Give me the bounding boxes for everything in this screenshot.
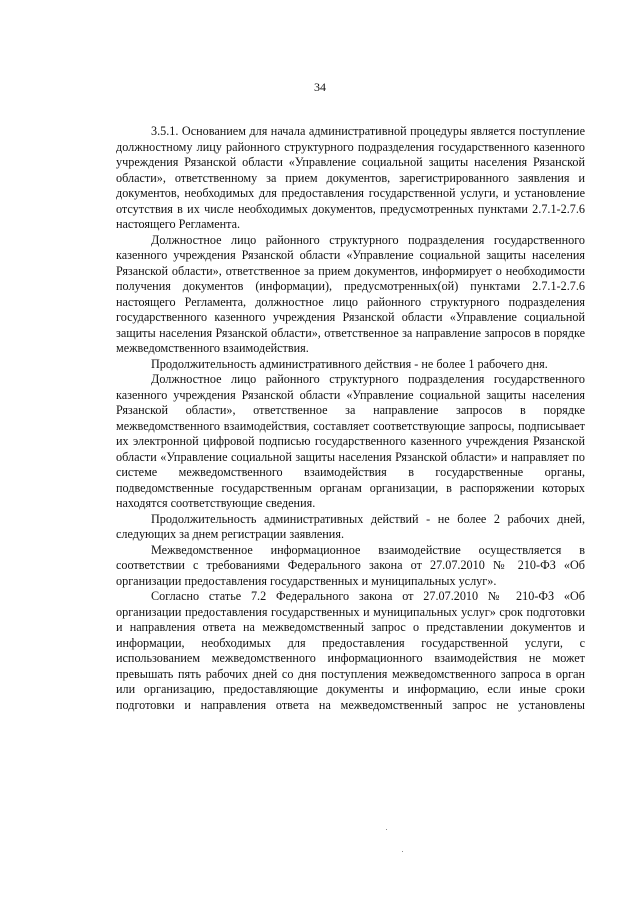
paragraph-official-requests: Должностное лицо районного структурного подразделения государственного казенного учреждения Рязанской области «Управление социальной защиты населения Рязанской области», ответственное за направление запросов в порядке межведомственного взаимодействия, составляет соответствующие запросы, подписывает их электронной цифровой подписью государственного казенного учреждения Рязанской области «Управление социальной защиты населения Рязанской области» и направляет по системе межведомственного взаимодействия в государственные органы, подведомственные государственным органам организации, в распоряжении которых находятся соответствующие сведения. xyxy=(116,372,585,510)
paragraph-3-5-1: 3.5.1. Основанием для начала административной процедуры является поступление должностному лицу районного структурного подразделения государственного казенного учреждения Рязанской области «Управление социальной защиты населения Рязанской области», ответственному за прием документов, зарегистрированного заявления и документов, необходимых для предоставления государственной услуги, и установление отсутствия в их числе необходимых документов, предусмотренных пунктами 2.7.1-2.7.6 настоящего Регламента. xyxy=(116,124,585,231)
paragraph-duration-2-days: Продолжительность административных действий - не более 2 рабочих дней, следующих за днем регистрации заявления. xyxy=(116,511,585,541)
page-number: 34 xyxy=(314,80,326,94)
paragraph-official-informs: Должностное лицо районного структурного подразделения государственного казенного учреждения Рязанской области «Управление социальной защиты населения Рязанской области», ответственное за прием документов, информирует о необходимости получения документов (информации), предусмотренных(ой) пунктами 2.7.1-2.7.6 настоящего Регламента, должностное лицо районного структурного подразделения государственного казенного учреждения Рязанской области «Управление социальной защиты населения Рязанской области», ответственное за направление запросов в порядке межведомственного взаимодействия. xyxy=(116,232,585,355)
scan-speck xyxy=(386,829,387,830)
body-text xyxy=(116,124,585,713)
scan-speck xyxy=(402,851,403,852)
paragraph-interagency-law: Межведомственное информационное взаимодействие осуществляется в соответствии с требованиями Федерального закона от 27.07.2010 № 210-ФЗ «Об организации предоставления государственных и муниципальных услуг». xyxy=(116,542,585,588)
paragraph-duration-1-day: Продолжительность административного действия - не более 1 рабочего дня. xyxy=(151,356,548,371)
paragraph-article-7-2: Согласно статье 7.2 Федерального закона от 27.07.2010 № 210-ФЗ «Об организации предоставления государственных и муниципальных услуг» срок подготовки и направления ответа на межведомственный запрос о представлении документов и информации, необходимых для предоставления государственной услуги, с использованием межведомственного информационного взаимодействия не может превышать пять рабочих дней со дня поступления межведомственного запроса в орган или организацию, предоставляющие документы и информацию, если иные сроки подготовки и направления ответа на межведомственный запрос не установлены xyxy=(116,589,585,712)
